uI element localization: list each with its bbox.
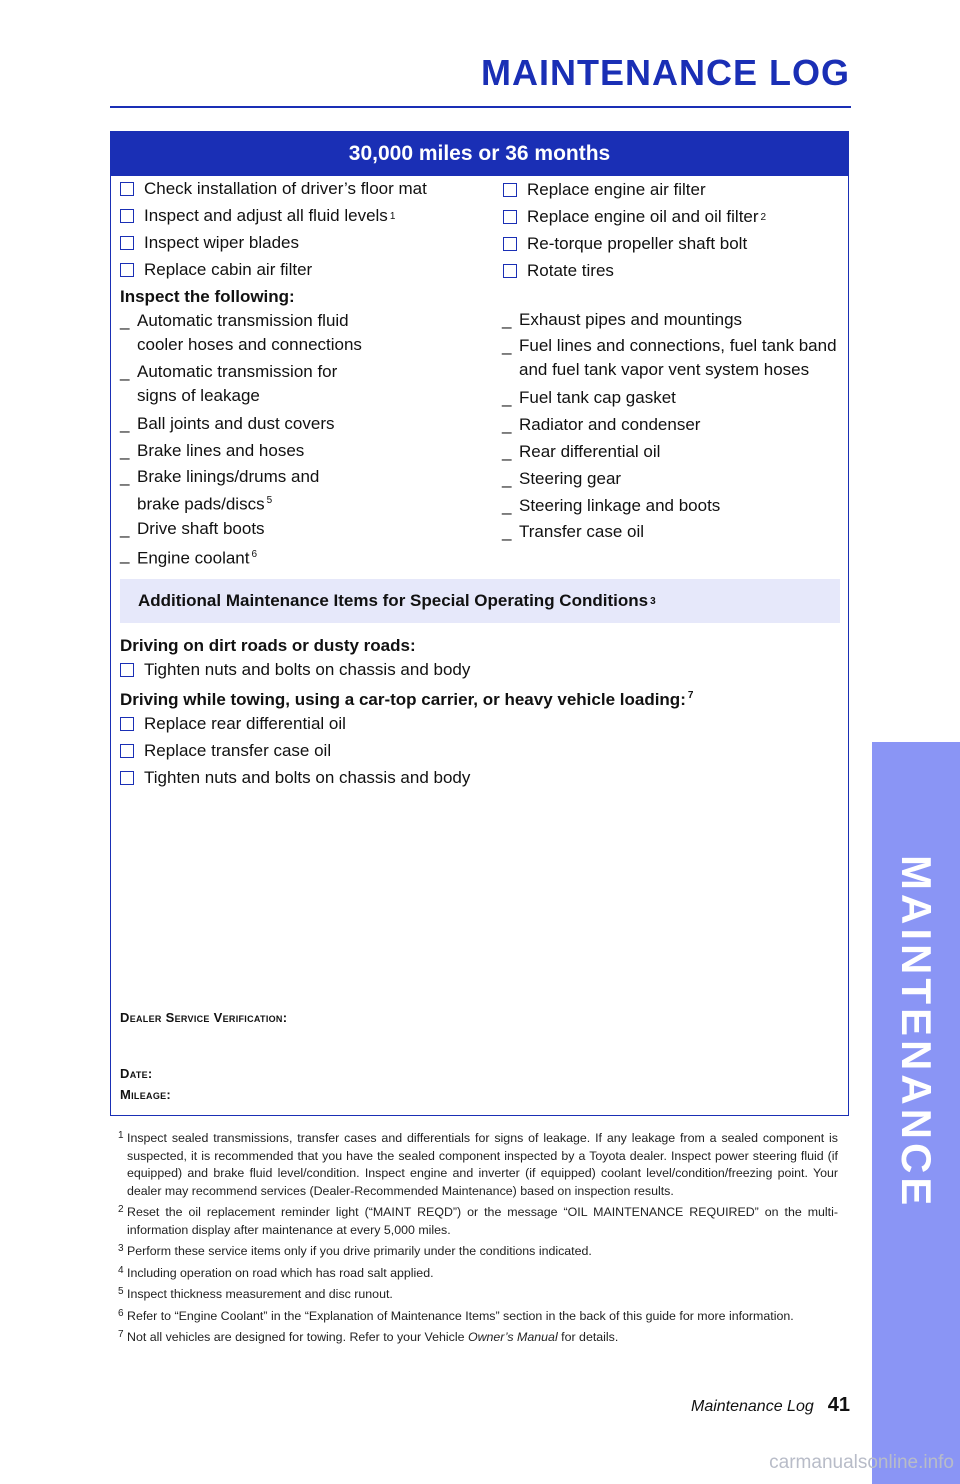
inspect-item: _ Ball joints and dust covers (120, 414, 335, 433)
checklist-item-label: Rotate tires (527, 261, 614, 280)
page-number: 41 (827, 1394, 850, 1416)
checklist-item[interactable] (503, 261, 614, 281)
checklist-item[interactable] (120, 660, 470, 680)
footnote-ref: 3 (650, 595, 656, 607)
inspect-item: _ Fuel lines and connections, fuel tank band and fuel tank vapor vent system hoses (502, 336, 837, 379)
date-label: Date: (120, 1066, 153, 1081)
checkbox[interactable] (503, 183, 517, 197)
checklist-item-label: Replace transfer case oil (144, 741, 332, 760)
footnote: 2 Reset the oil replacement reminder light (“MAINT REQD”) or the message “OIL MAINTENANCE REQUIRED” on the multi-information display after maintenance at every 5,000 miles. (118, 1204, 838, 1237)
checklist-item-label: Inspect and adjust all fluid levels (144, 206, 388, 225)
checklist-item-label: Tighten nuts and bolts on chassis and body (144, 660, 471, 679)
checklist-item-label: Re-torque propeller shaft bolt (527, 234, 748, 253)
checklist-item-label: Replace rear differential oil (144, 714, 346, 733)
checklist-item-label: Replace engine oil and oil filter (527, 207, 759, 226)
checkbox[interactable] (503, 237, 517, 251)
checklist-item[interactable] (120, 260, 312, 280)
additional-maintenance-band (120, 579, 840, 623)
checkbox[interactable] (120, 236, 134, 250)
checklist-item[interactable] (120, 206, 395, 226)
inspect-item: _ Engine coolant $^6$ (120, 545, 258, 568)
checkbox[interactable] (503, 210, 517, 224)
checklist-item-label: Replace engine air filter (527, 180, 706, 199)
footnote: 6 Refer to “Engine Coolant” in the “Explanation of Maintenance Items” section in the back of this guide for more information. (118, 1307, 794, 1323)
dirt-roads-heading: Driving on dirt roads or dusty roads: (120, 636, 416, 655)
inspect-item: _ Radiator and condenser (502, 415, 701, 434)
inspect-item: _ Rear differential oil (502, 442, 661, 461)
checkbox[interactable] (120, 744, 134, 758)
dealer-verification-label: Dealer Service Verification: (120, 1010, 288, 1025)
inspect-item: _ Automatic transmission for signs of leakage (120, 362, 338, 405)
footer-section-label: Maintenance Log (690, 1398, 814, 1415)
footnotes (118, 1130, 838, 1351)
checkbox[interactable] (120, 771, 134, 785)
checklist-item[interactable] (503, 180, 706, 200)
checklist-item-label: Inspect wiper blades (144, 233, 299, 252)
footnote: 3 Perform these service items only if you drive primarily under the conditions indicated. (118, 1243, 592, 1258)
checklist-item[interactable] (120, 233, 299, 253)
footnote: 1 Inspect sealed transmissions, transfer cases and differentials for signs of leakage. If any leakage from a sealed component is suspected, it is recommended that you have the sealed component inspected by a Toyota dealer. Inspect power steering fluid (if equipped) and brake fluid level/condition. Inspect engine and inverter (if equipped) coolant level/condition/freezing point. Your dealer may recommend services (Dealer-Recommended Maintenance) based on inspection results. (118, 1130, 838, 1198)
checklist-item[interactable] (503, 234, 747, 254)
checkbox[interactable] (120, 663, 134, 677)
checklist-item[interactable] (120, 741, 331, 761)
interval-header: 30,000 miles or 36 months (111, 132, 848, 176)
inspect-item: _ Drive shaft boots (120, 519, 265, 538)
checkbox[interactable] (120, 263, 134, 277)
checkbox[interactable] (120, 182, 134, 196)
checklist-item-label: Check installation of driver’s floor mat (144, 179, 427, 198)
inspect-item: _ Fuel tank cap gasket (502, 388, 676, 407)
footnote-ref: 5 (266, 495, 273, 506)
section-side-tab (872, 742, 960, 1484)
checklist-item[interactable] (120, 768, 470, 788)
checkbox[interactable] (120, 717, 134, 731)
side-tab-label: MAINTENANCE (893, 854, 940, 1210)
checklist-item-label: Replace cabin air filter (144, 260, 313, 279)
footnote-ref: 2 (760, 211, 767, 223)
checklist-item[interactable] (120, 179, 427, 199)
inspect-item: _ Automatic transmission fluid cooler hoses and connections (120, 311, 362, 354)
page-footer (691, 1394, 850, 1417)
checkbox[interactable] (503, 264, 517, 278)
inspect-heading: Inspect the following: (120, 287, 295, 306)
inspect-item: _ Steering gear (502, 469, 622, 488)
inspect-item: _ Transfer case oil (502, 522, 645, 541)
checkbox[interactable] (120, 209, 134, 223)
title-divider (110, 106, 851, 108)
footnote: 5 Inspect thickness measurement and disc runout. (118, 1286, 393, 1301)
footnote-ref: 1 (389, 210, 396, 222)
inspect-item: _ Exhaust pipes and mountings (502, 310, 743, 329)
checklist-item[interactable] (503, 207, 766, 227)
footnote: 4 Including operation on road which has road salt applied. (118, 1264, 434, 1280)
footnote-ref: 6 (251, 549, 258, 560)
mileage-label: Mileage: (120, 1087, 172, 1102)
watermark: carmanualsonline.info (769, 1452, 954, 1473)
inspect-item: _ Brake linings/drums and brake pads/discs $^5$ (120, 467, 320, 514)
inspect-item: _ Brake lines and hoses (120, 441, 305, 460)
inspect-item: _ Steering linkage and boots (502, 496, 721, 515)
towing-heading: Driving while towing, using a car-top carrier, or heavy vehicle loading: $^7$ (120, 690, 694, 709)
additional-maintenance-heading: Additional Maintenance Items for Special Operating Conditions (138, 591, 649, 610)
checklist-item[interactable] (120, 714, 346, 734)
checklist-item-label: Tighten nuts and bolts on chassis and body (144, 768, 471, 787)
footnote: 7 Not all vehicles are designed for towing. Refer to your Vehicle Owner’s Manual for details. (118, 1329, 619, 1344)
footnote-ref: 7 (687, 690, 694, 702)
page-title: MAINTENANCE LOG (481, 52, 850, 93)
